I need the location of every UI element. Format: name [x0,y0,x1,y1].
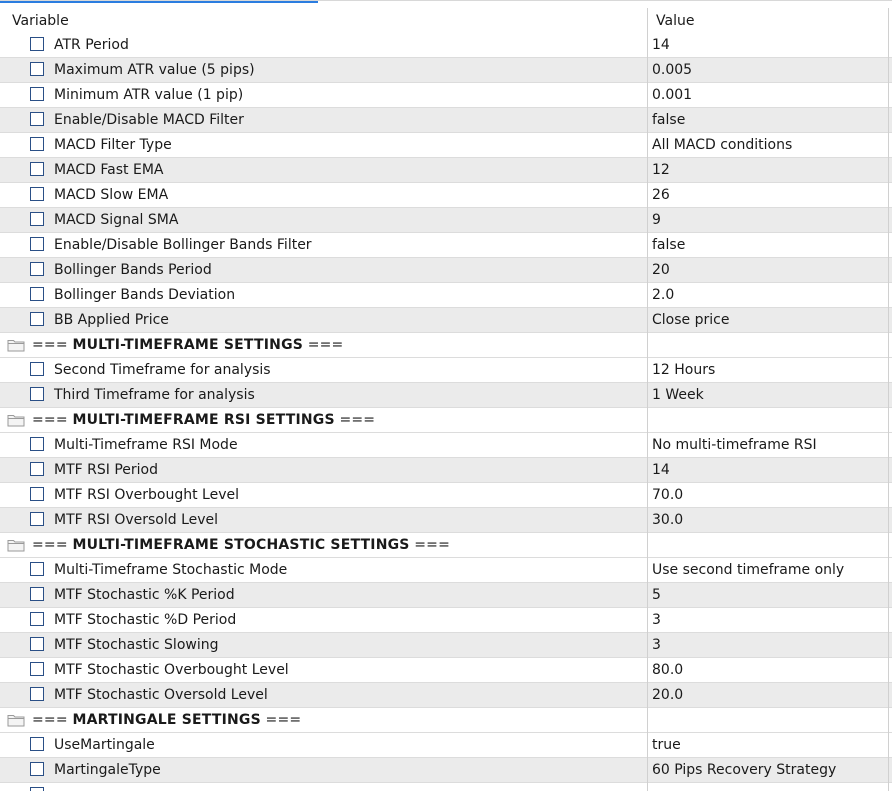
parameter-name: Third Timeframe for analysis [54,387,255,403]
parameter-name: MTF Stochastic Overbought Level [54,662,289,678]
group-title: MARTINGALE SETTINGS [72,712,261,728]
parameter-row[interactable] [0,558,892,583]
parameter-value[interactable]: 14 [652,37,670,53]
checkbox-icon[interactable] [30,762,44,776]
group-suffix: === [409,537,451,553]
group-label [32,712,301,728]
parameter-value[interactable]: 9 [652,212,661,228]
checkbox-icon[interactable] [30,112,44,126]
parameter-name: Multi-Timeframe Stochastic Mode [54,562,288,578]
parameter-value[interactable]: false [652,112,686,128]
folder-icon [7,713,25,727]
grid-header [0,8,892,33]
parameter-row[interactable] [0,508,892,533]
parameter-value[interactable]: 3 [652,637,661,653]
parameter-name: MACD Signal SMA [54,212,179,228]
checkbox-icon[interactable] [30,787,44,791]
checkbox-icon[interactable] [30,137,44,151]
parameter-value[interactable]: 60 Pips Recovery Strategy [652,762,837,778]
checkbox-icon[interactable] [30,637,44,651]
group-prefix: === [32,537,73,553]
parameter-row[interactable] [0,33,892,58]
folder-icon [7,338,25,352]
parameter-value[interactable]: 70.0 [652,487,684,503]
checkbox-icon[interactable] [30,462,44,476]
checkbox-icon[interactable] [30,487,44,501]
parameter-row[interactable] [0,158,892,183]
parameter-value[interactable]: 80.0 [652,662,684,678]
column-divider[interactable] [647,8,648,791]
parameter-name: Bollinger Bands Deviation [54,287,236,303]
group-title: MULTI-TIMEFRAME SETTINGS [72,337,304,353]
parameter-row[interactable] [0,583,892,608]
checkbox-icon[interactable] [30,737,44,751]
parameter-name: MTF Stochastic Oversold Level [54,687,268,703]
checkbox-icon[interactable] [30,612,44,626]
parameter-row[interactable] [0,183,892,208]
parameter-name: MACD Filter Type [54,137,172,153]
parameter-row[interactable] [0,658,892,683]
parameter-value[interactable]: No multi-timeframe RSI [652,437,817,453]
group-suffix: === [260,712,302,728]
parameter-name: MACD Fast EMA [54,162,164,178]
parameter-name: Second Timeframe for analysis [54,362,271,378]
checkbox-icon[interactable] [30,587,44,601]
parameter-row[interactable] [0,208,892,233]
checkbox-icon[interactable] [30,387,44,401]
group-suffix: === [303,337,344,353]
parameter-value[interactable]: 3 [652,612,661,628]
parameter-row[interactable] [0,608,892,633]
parameter-name: MACD Slow EMA [54,187,169,203]
group-label [32,337,344,353]
parameter-row[interactable] [0,633,892,658]
parameter-name: BB Applied Price [54,312,169,328]
parameter-name: Enable/Disable MACD Filter [54,112,244,128]
parameter-name: Minimum ATR value (1 pip) [54,87,244,103]
parameter-name: ATR Period [54,37,129,53]
parameter-value[interactable]: All MACD conditions [652,137,793,153]
group-label [32,412,375,428]
parameter-row[interactable] [0,433,892,458]
parameter-name: Maximum ATR value (5 pips) [54,62,255,78]
parameter-row[interactable] [0,258,892,283]
parameter-name: MTF RSI Oversold Level [54,512,219,528]
checkbox-icon[interactable] [30,512,44,526]
parameter-row[interactable] [0,383,892,408]
checkbox-icon[interactable] [30,37,44,51]
checkbox-icon[interactable] [30,162,44,176]
parameter-value[interactable]: 12 [652,162,670,178]
parameter-row[interactable] [0,758,892,783]
group-label [32,537,450,553]
parameter-row[interactable] [0,458,892,483]
parameter-name: Enable/Disable Bollinger Bands Filter [54,237,312,253]
parameter-value[interactable]: false [652,237,686,253]
parameter-name: Multi-Timeframe RSI Mode [54,437,238,453]
checkbox-icon[interactable] [30,312,44,326]
column-header-variable[interactable]: Variable [12,13,69,29]
checkbox-icon[interactable] [30,362,44,376]
parameter-row[interactable] [0,483,892,508]
checkbox-icon[interactable] [30,187,44,201]
checkbox-icon[interactable] [30,287,44,301]
parameter-row[interactable] [0,58,892,83]
parameter-value[interactable]: 14 [652,462,670,478]
checkbox-icon[interactable] [30,562,44,576]
parameter-value[interactable]: 1 Week [652,387,704,403]
parameter-value[interactable]: 5 [652,587,661,603]
checkbox-icon[interactable] [30,87,44,101]
parameter-row[interactable] [0,358,892,383]
parameter-value[interactable]: 12 Hours [652,362,716,378]
parameter-name: MTF Stochastic Slowing [54,637,219,653]
column-header-value[interactable]: Value [656,13,695,29]
parameter-name: UseMartingale [54,737,155,753]
parameter-row[interactable] [0,233,892,258]
parameter-row[interactable] [0,133,892,158]
parameter-value[interactable]: 0.005 [652,62,693,78]
parameter-name: MartingaleType [54,762,161,778]
tab-highlight [0,1,318,3]
group-row[interactable] [0,708,892,733]
checkbox-icon[interactable] [30,262,44,276]
group-prefix: === [32,712,73,728]
parameter-value[interactable]: true [652,737,681,753]
group-prefix: === [32,412,73,428]
folder-icon [7,538,25,552]
parameter-row[interactable] [0,83,892,108]
checkbox-icon[interactable] [30,237,44,251]
folder-icon [7,413,25,427]
parameter-value[interactable]: 20 [652,262,670,278]
group-row[interactable] [0,333,892,358]
group-suffix: === [334,412,376,428]
parameter-name: Bollinger Bands Period [54,262,212,278]
checkbox-icon[interactable] [30,687,44,701]
parameter-value[interactable]: Use second timeframe only [652,562,845,578]
parameter-row[interactable] [0,283,892,308]
parameter-value[interactable]: 30.0 [652,512,684,528]
checkbox-icon[interactable] [30,437,44,451]
checkbox-icon[interactable] [30,662,44,676]
parameter-row[interactable] [0,733,892,758]
parameter-name: MTF Stochastic %D Period [54,612,237,628]
group-title: MULTI-TIMEFRAME RSI SETTINGS [72,412,335,428]
group-row[interactable] [0,533,892,558]
parameter-value[interactable]: 0.001 [652,87,693,103]
parameter-name: MTF RSI Overbought Level [54,487,239,503]
parameter-value[interactable]: Close price [652,312,730,328]
checkbox-icon[interactable] [30,62,44,76]
parameter-value[interactable]: 20.0 [652,687,684,703]
parameter-name: MTF Stochastic %K Period [54,587,235,603]
parameter-value[interactable]: 26 [652,187,670,203]
parameter-row[interactable] [0,783,892,791]
checkbox-icon[interactable] [30,212,44,226]
group-prefix: === [32,337,73,353]
group-row[interactable] [0,408,892,433]
group-title: MULTI-TIMEFRAME STOCHASTIC SETTINGS [72,537,410,553]
parameter-value[interactable]: 2.0 [652,287,675,303]
parameter-row[interactable] [0,308,892,333]
parameter-name: MTF RSI Period [54,462,158,478]
right-border [888,8,889,791]
parameter-row[interactable] [0,683,892,708]
parameter-row[interactable] [0,108,892,133]
